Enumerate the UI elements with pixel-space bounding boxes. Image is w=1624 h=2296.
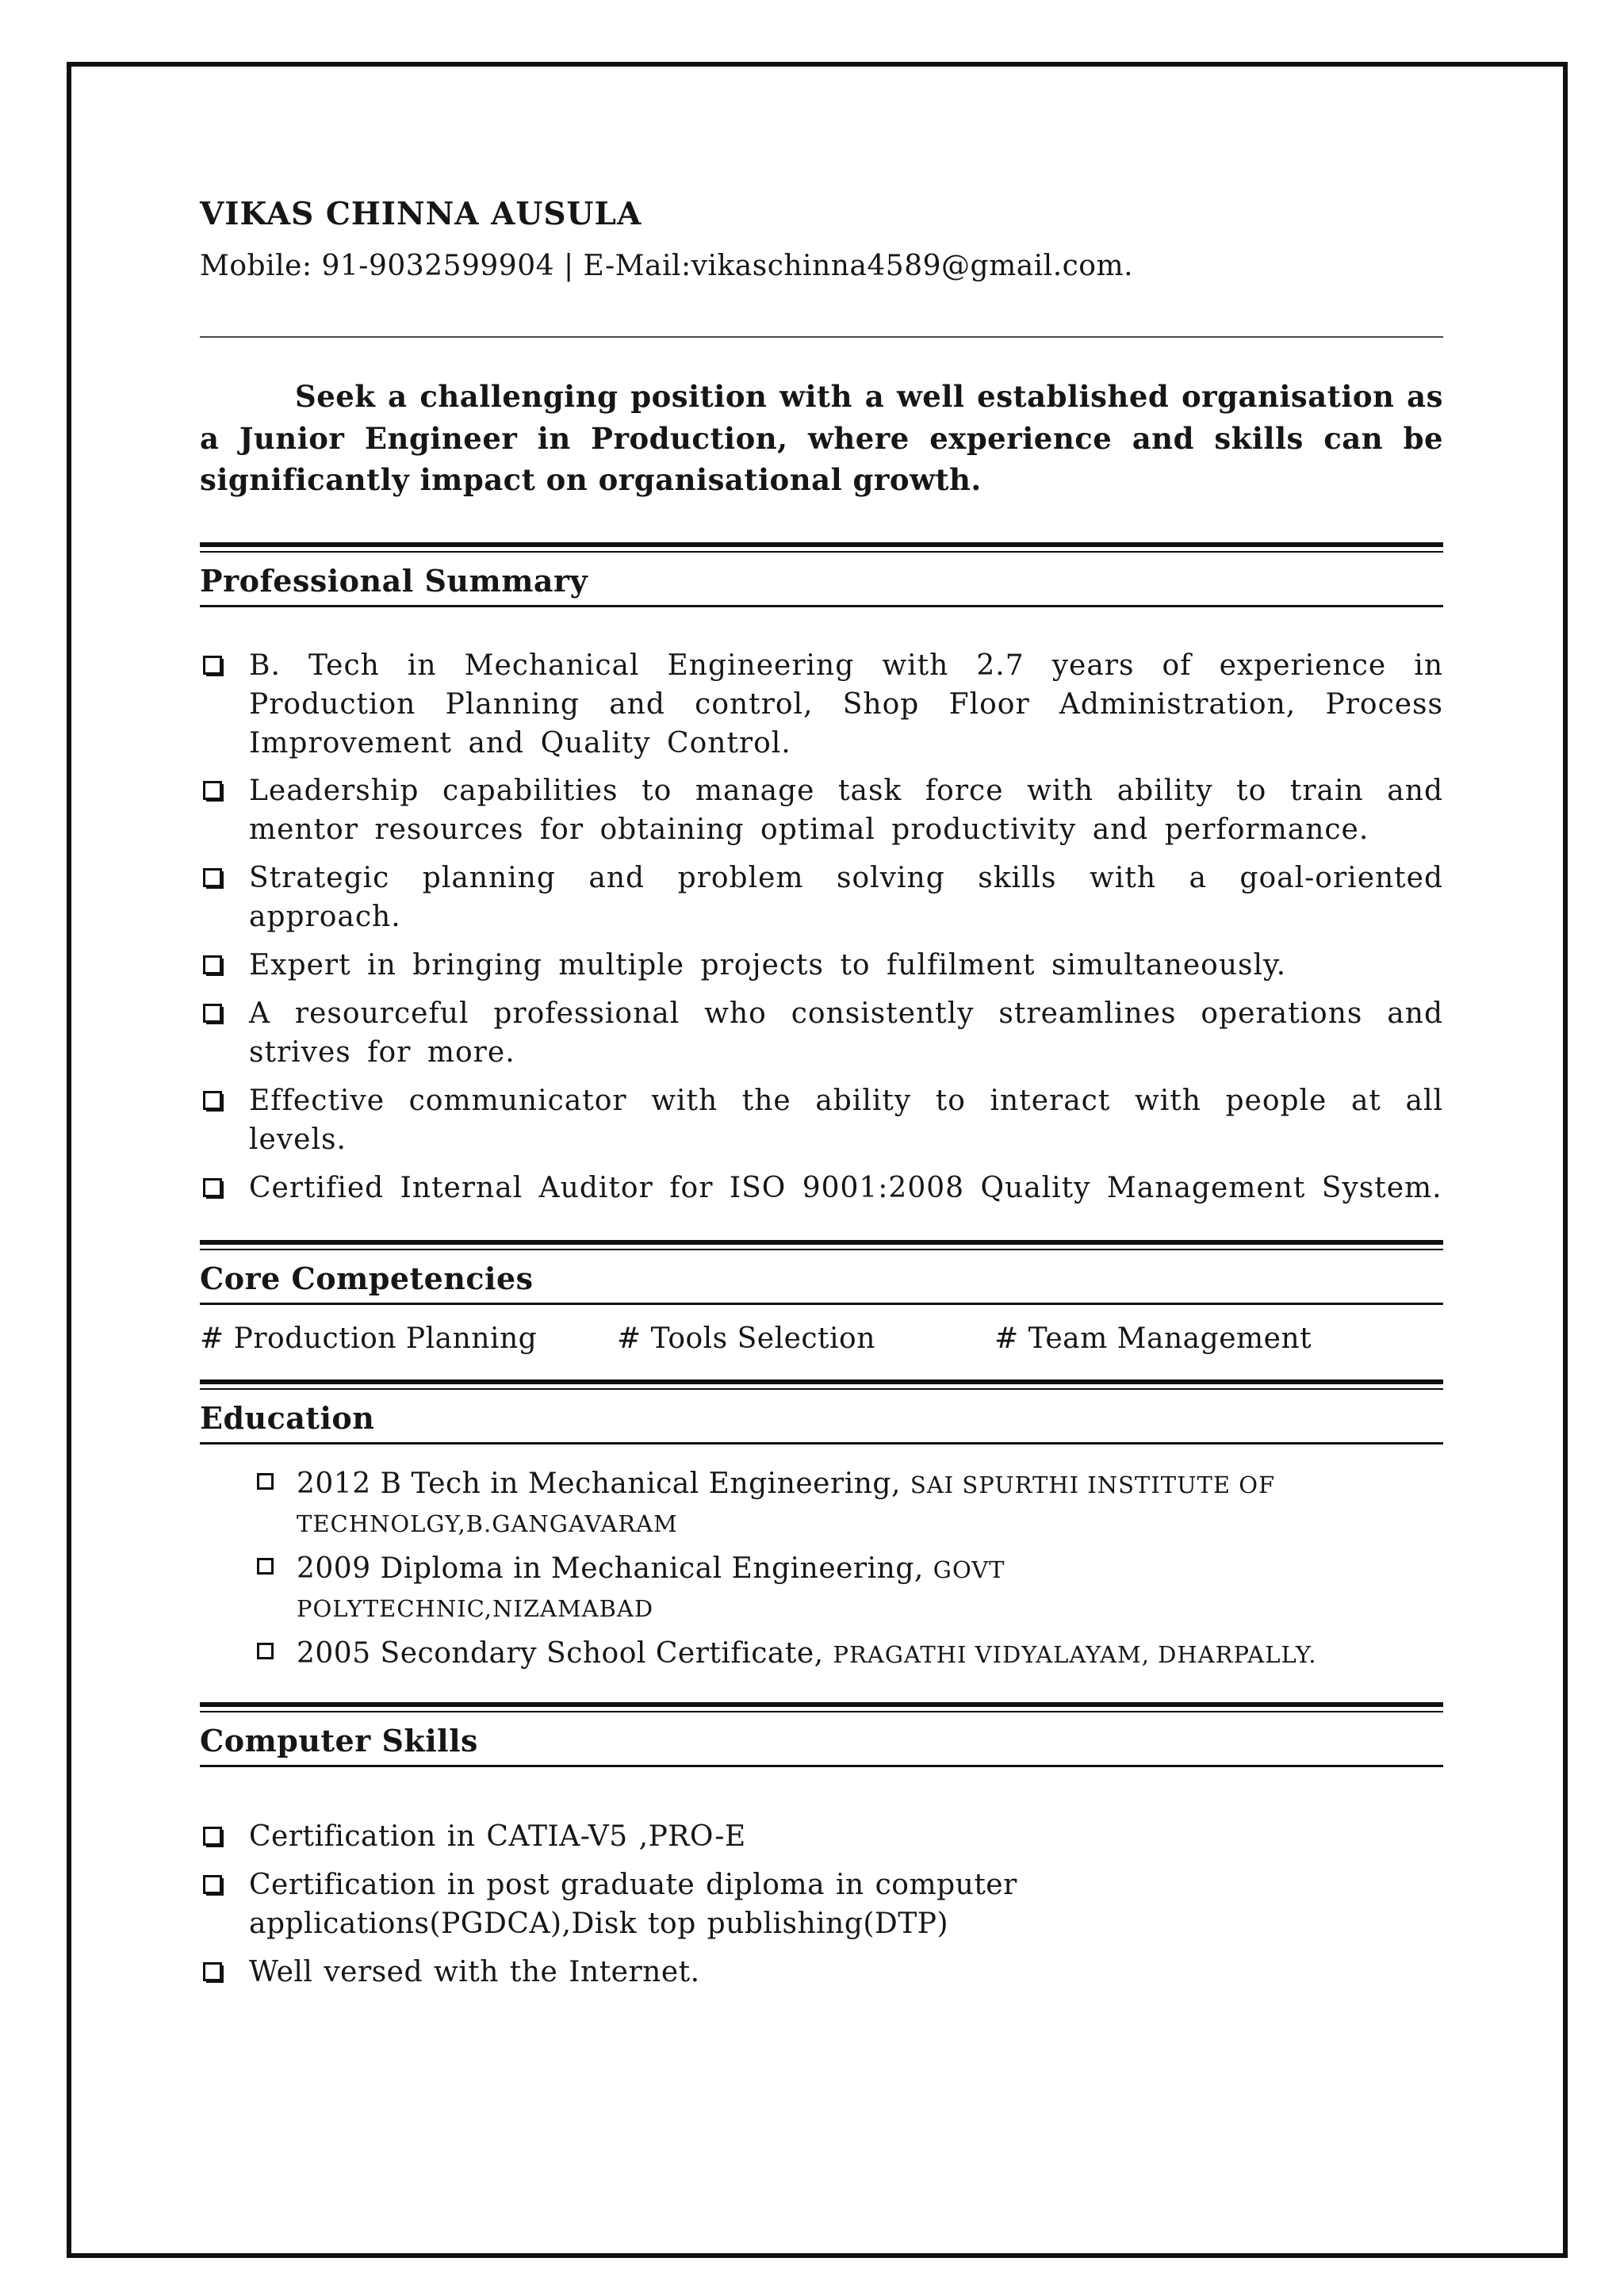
section-heading-computer-skills: Computer Skills — [200, 1702, 1443, 1767]
summary-bullet: Expert in bringing multiple projects to fulfilment simultaneously. — [200, 947, 1443, 985]
education-institution: GOVT — [933, 1556, 1005, 1584]
section-heading-professional-summary: Professional Summary — [200, 542, 1443, 607]
candidate-name: VIKAS CHINNA AUSULA — [200, 196, 642, 232]
skill-bullet: Well versed with the Internet. — [200, 1954, 1058, 1992]
skill-bullet: Certification in post graduate diploma in computer applications(PGDCA),Disk top publishing(DTP) — [200, 1866, 1058, 1944]
summary-bullet: A resourceful professional who consistently streamlines operations and strives for more. — [200, 995, 1443, 1073]
competency-item: # Tools Selection — [617, 1322, 875, 1355]
education-degree: 2012 B Tech in Mechanical Engineering, — [297, 1467, 901, 1500]
education-institution: SAI SPURTHI INSTITUTE OF — [910, 1471, 1276, 1498]
summary-bullet: Leadership capabilities to manage task force with ability to train and mentor resources for obtaining optimal productivity and performance. — [200, 772, 1443, 850]
skill-bullet: Certification in CATIA-V5 ,PRO-E — [200, 1818, 1058, 1857]
section-heading-education: Education — [200, 1380, 1443, 1445]
section-heading-core-competencies: Core Competencies — [200, 1240, 1443, 1305]
summary-bullet: Strategic planning and problem solving skills with a goal-oriented approach. — [200, 859, 1443, 937]
contact-line: Mobile: 91-9032599904 | E-Mail:vikaschinna4589@gmail.com. — [200, 250, 1134, 282]
core-competencies-row — [200, 1319, 1443, 1359]
education-degree: 2009 Diploma in Mechanical Engineering, — [297, 1552, 924, 1586]
summary-bullet: Certified Internal Auditor for ISO 9001:2008 Quality Management System. — [200, 1169, 1443, 1208]
education-institution: POLYTECHNIC,NIZAMABAD — [297, 1594, 654, 1622]
header-divider — [200, 336, 1443, 338]
summary-bullet: B. Tech in Mechanical Engineering with 2.7 years of experience in Production Planning and control, Shop Floor Administration, Process Improvement and Quality Control. — [200, 647, 1443, 763]
competency-item: # Production Planning — [200, 1322, 538, 1355]
resume-content — [200, 193, 1443, 2002]
summary-bullet: Effective communicator with the ability to interact with people at all levels. — [200, 1082, 1443, 1160]
education-item — [252, 1550, 1443, 1627]
computer-skills-list — [200, 1818, 1443, 1992]
education-institution: PRAGATHI VIDYALAYAM, DHARPALLY. — [833, 1641, 1317, 1669]
objective-paragraph: Seek a challenging position with a well established organisation as a Junior Engineer in Production, where experience and skills can be significantly impact on organisational growth. — [200, 379, 1443, 498]
competency-item: # Team Management — [994, 1322, 1312, 1355]
education-item — [252, 1465, 1443, 1542]
education-list — [200, 1465, 1443, 1674]
education-item — [252, 1635, 1443, 1674]
professional-summary-list — [200, 647, 1443, 1208]
education-degree: 2005 Secondary School Certificate, — [297, 1637, 824, 1670]
education-institution: TECHNOLGY,B.GANGAVARAM — [297, 1510, 678, 1537]
